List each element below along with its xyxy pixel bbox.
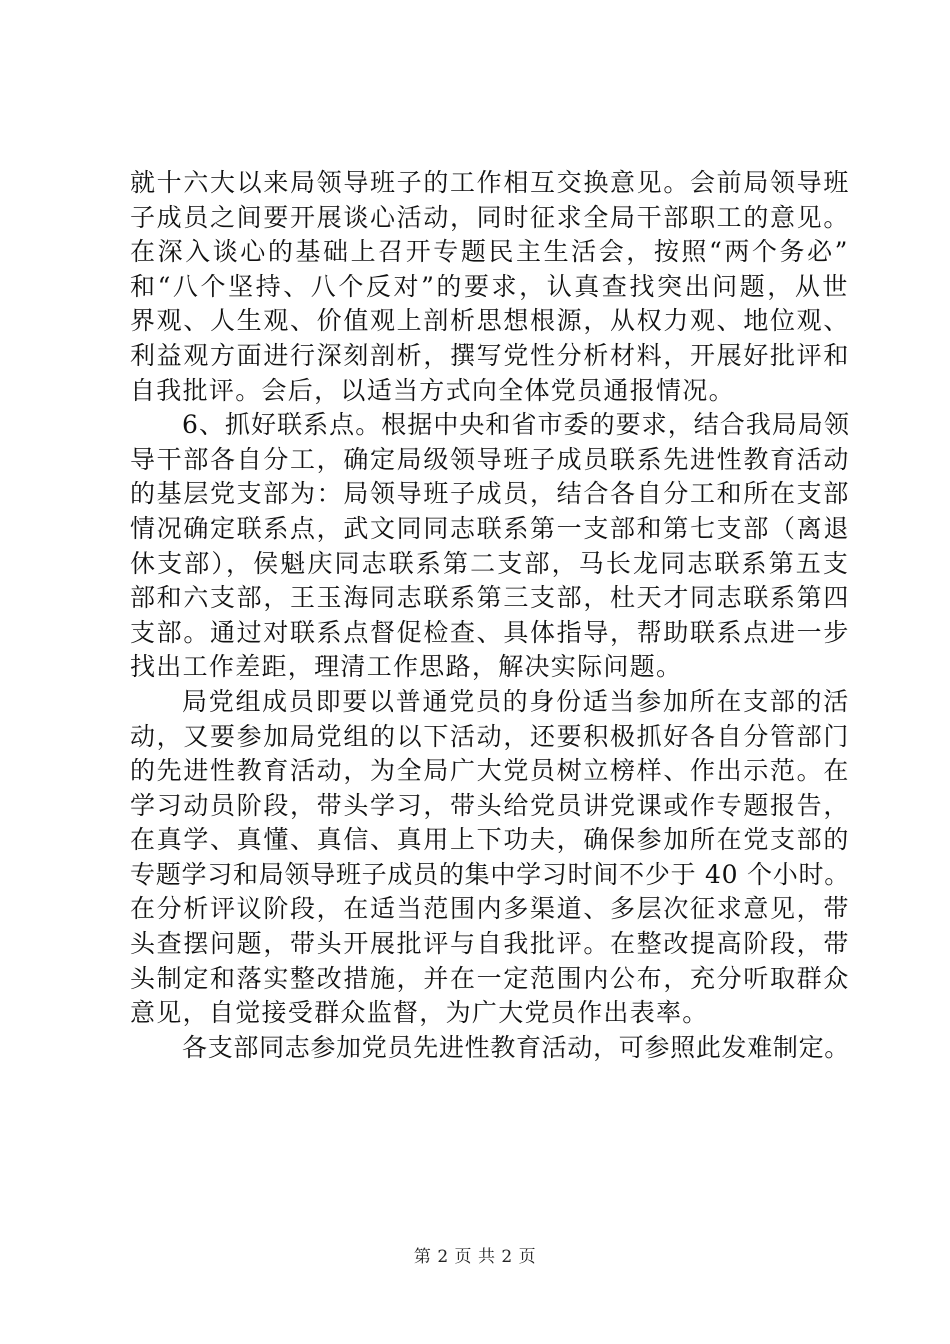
text-line: 6、抓好联系点。根据中央和省市委的要求，结合我局局领 xyxy=(182,410,850,440)
text-line: 的先进性教育活动，为全局广大党员树立榜样、作出示范。在 xyxy=(130,756,850,786)
text-line: 头查摆问题，带头开展批评与自我批评。在整改提高阶段，带 xyxy=(130,929,850,959)
text-line: 利益观方面进行深刻剖析，撰写党性分析材料，开展好批评和 xyxy=(130,340,850,370)
text-line: 动，又要参加局党组的以下活动，还要积极抓好各自分管部门 xyxy=(130,721,850,751)
text-line: 自我批评。会后，以适当方式向全体党员通报情况。 xyxy=(130,375,735,405)
text-line: 学习动员阶段，带头学习，带头给党员讲党课或作专题报告， xyxy=(130,790,850,820)
text-line: 就十六大以来局领导班子的工作相互交换意见。会前局领导班 xyxy=(130,168,850,197)
paragraph xyxy=(130,685,850,1031)
text-line: 界观、人生观、价值观上剖析思想根源，从权力观、地位观、 xyxy=(130,306,850,336)
document-body xyxy=(130,166,850,1065)
text-line: 在真学、真懂、真信、真用上下功夫，确保参加所在党支部的 xyxy=(130,825,850,855)
text-line: 休支部），侯魁庆同志联系第二支部，马长龙同志联系第五支 xyxy=(130,548,850,578)
text-line: 情况确定联系点，武文同同志联系第一支部和第七支部（离退 xyxy=(130,513,850,543)
text-line: 头制定和落实整改措施，并在一定范围内公布，充分听取群众 xyxy=(130,963,850,993)
text-line: 局党组成员即要以普通党员的身份适当参加所在支部的活 xyxy=(182,686,850,716)
text-line: 找出工作差距，理清工作思路，解决实际问题。 xyxy=(130,652,683,682)
paragraph xyxy=(130,166,850,408)
text-line: 的基层党支部为：局领导班子成员，结合各自分工和所在支部 xyxy=(130,479,850,509)
paragraph xyxy=(130,408,850,685)
text-line: 导干部各自分工，确定局级领导班子成员联系先进性教育活动 xyxy=(130,444,850,474)
text-line: 部和六支部，王玉海同志联系第三支部，杜天才同志联系第四 xyxy=(130,583,850,613)
text-line: 专题学习和局领导班子成员的集中学习时间不少于 40 个小时。 xyxy=(130,859,850,889)
text-line: 在分析评议阶段，在适当范围内多渠道、多层次征求意见，带 xyxy=(130,894,850,924)
text-line: 各支部同志参加党员先进性教育活动，可参照此发难制定。 xyxy=(182,1032,850,1062)
text-line: 意见，自觉接受群众监督，为广大党员作出表率。 xyxy=(130,998,709,1028)
text-line: 支部。通过对联系点督促检查、具体指导，帮助联系点进一步 xyxy=(130,617,850,647)
text-line: 在深入谈心的基础上召开专题民主生活会，按照“两个务必” xyxy=(130,237,850,267)
paragraph xyxy=(130,1031,850,1066)
text-line: 子成员之间要开展谈心活动，同时征求全局干部职工的意见。 xyxy=(130,202,850,232)
page-footer: 第 2 页 共 2 页 xyxy=(413,1247,537,1267)
text-line: 和“八个坚持、八个反对”的要求，认真查找突出问题，从世 xyxy=(130,271,850,301)
